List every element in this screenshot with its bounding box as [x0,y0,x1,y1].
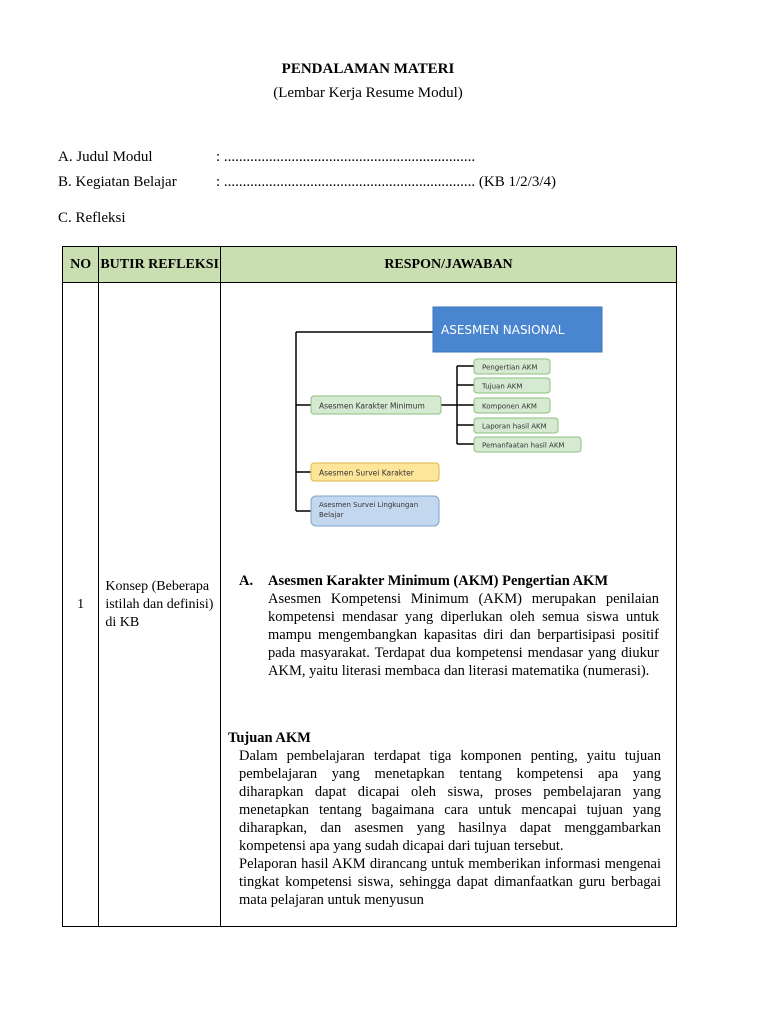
diagram-root-label: ASESMEN NASIONAL [441,323,565,337]
table-row [63,283,677,927]
page-title: PENDALAMAN MATERI [281,61,455,77]
diagram-branch-akm-label: Asesmen Karakter Minimum [319,401,425,411]
diagram-sub-pengertian-label: Pengertian AKM [482,363,538,372]
field-value-judul-modul: : ................................................................... [216,149,476,165]
akm-section [239,572,659,680]
row-respon [221,283,677,927]
akm-heading-letter: A. [239,573,254,589]
field-value-kegiatan-belajar: : ................................................................... (KB 1/2/3/4) [216,174,556,190]
tujuan-heading: Tujuan AKM [228,730,311,746]
field-label-kegiatan-belajar: B. Kegiatan Belajar [58,174,177,190]
diagram-branch-survei-karakter-label: Asesmen Survei Karakter [319,468,414,478]
tujuan-paragraph-1: Dalam pembelajaran terdapat tiga komponen penting, yaitu tujuan pembelajaran yang menetapkan tentang kompetensi apa yang diharapkan dapat dicapai oleh siswa, proses pembelajaran yang menetapkan tentang bagaimana cara untuk mencapai tujuan yang diharapkan, dan asesmen yang hasilnya dapat menggambarkan kompetensi apa yang sudah dicapai dari tujuan tersebut. [239,748,661,854]
akm-heading-row [239,572,659,590]
header-butir-refleksi: BUTIR REFLEKSI [99,247,221,283]
diagram-branch-lingkungan-line2: Belajar [319,511,344,519]
row-butir: Konsep (Beberapa istilah dan definisi) di KB [99,283,221,927]
tujuan-body [239,747,661,909]
header-no: NO [63,247,99,283]
refleksi-table [62,246,677,927]
akm-paragraph: Asesmen Kompetensi Minimum (AKM) merupakan penilaian kompetensi mendasar yang diperlukan oleh semua siswa untuk mampu mengembangkan kapasitas diri dan berpartisipasi positif pada masyarakat. Terdapat dua kompetensi mendasar yang diukur AKM, yaitu literasi membaca dan literasi matematika (numerasi). [268,591,659,679]
diagram-sub-komponen-label: Komponen AKM [482,402,537,411]
page-subtitle: (Lembar Kerja Resume Modul) [273,85,463,101]
asesmen-diagram [221,283,676,543]
diagram-sub-laporan-label: Laporan hasil AKM [482,422,547,431]
header-respon-jawaban: RESPON/JAWABAN [221,247,677,283]
diagram-branch-lingkungan-line1: Asesmen Survei Lingkungan [319,501,419,509]
diagram-connectors [296,332,474,511]
tujuan-section [228,729,661,909]
row-number: 1 [63,283,99,927]
table-header-row [63,247,677,283]
section-refleksi-label: C. Refleksi [58,210,126,226]
field-label-judul-modul: A. Judul Modul [58,149,153,165]
akm-heading: Asesmen Karakter Minimum (AKM) Pengertian AKM [268,573,609,589]
diagram-sub-tujuan-label: Tujuan AKM [482,382,523,391]
tujuan-paragraph-2: Pelaporan hasil AKM dirancang untuk memberikan informasi mengenai tingkat kompetensi siswa, sehingga dapat dimanfaatkan guru berbagai mata pelajaran untuk menyusun [239,856,661,908]
diagram-sub-pemanfaatan-label: Pemanfaatan hasil AKM [482,441,565,450]
